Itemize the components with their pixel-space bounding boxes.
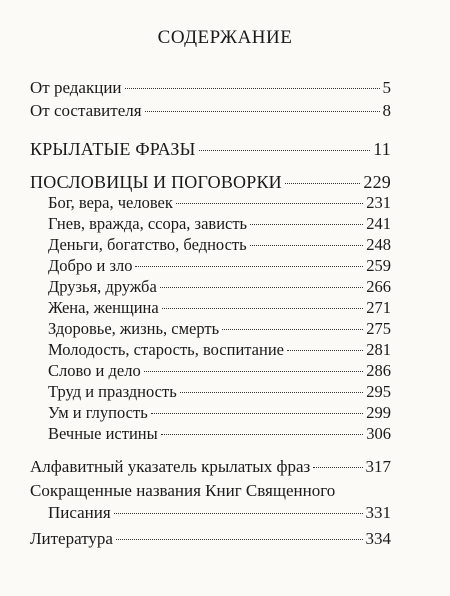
toc-section-proverbs [30,172,391,193]
toc-subentry-label: Гнев, вражда, ссора, зависть [48,214,248,233]
toc-entry-label: От составителя [30,101,142,120]
toc-entry-abbreviations-line1 [30,481,391,501]
toc-subentry-page: 306 [366,424,391,443]
dot-leader [144,371,364,372]
toc-subentry-page: 241 [366,214,391,233]
toc-entry-page: 334 [365,529,391,548]
dot-leader [162,308,364,309]
toc-subentry-label: Здоровье, жизнь, смерть [48,319,220,338]
dot-leader [250,224,363,225]
toc-subentry-label: Ум и глупость [48,403,148,422]
page-title: СОДЕРЖАНИЕ [157,27,293,48]
dot-leader [222,329,363,330]
toc-subentry-page: 299 [366,403,391,422]
dot-leader [161,434,364,435]
toc-subentry-label: Слово и дело [48,361,141,380]
toc-subentry-page: 231 [366,193,391,212]
toc-entry-page: 5 [382,78,391,97]
toc-entry-page: 229 [363,172,391,192]
toc-subentry-page: 295 [366,382,391,401]
toc-subentry [48,424,391,444]
dot-leader [145,111,380,112]
toc-subentry-page: 286 [366,361,391,380]
toc-subentry [48,193,391,213]
toc-entry-label: Сокращенные названия Книг Священного [30,481,336,500]
toc-subentry [48,382,391,402]
toc-entry-label: Алфавитный указатель крылатых фраз [30,457,311,476]
toc-subentry-label: Молодость, старость, воспитание [48,340,284,359]
toc-subentry [48,361,391,381]
dot-leader [125,88,380,89]
toc-subentry [48,277,391,297]
toc-entry-label: Писания [48,503,111,522]
dot-leader [116,539,363,540]
toc-subentry-page: 281 [366,340,391,359]
dot-leader [135,266,363,267]
toc-section-catchphrases [30,139,391,160]
toc-subentry [48,235,391,255]
dot-leader [176,203,363,204]
dot-leader [285,183,361,184]
toc-subentry-label: Труд и праздность [48,382,177,401]
toc-subentry-label: Жена, женщина [48,298,159,317]
toc-subentry-page: 266 [366,277,391,296]
toc-entry-label: КРЫЛАТЫЕ ФРАЗЫ [30,139,196,159]
toc-subentry-label: Друзья, дружба [48,277,157,296]
toc-entry-abbreviations-line2 [48,503,391,523]
toc-entry-page: 8 [382,101,391,120]
toc-subentry [48,298,391,318]
toc-entry-literature [30,529,391,549]
dot-leader [250,245,364,246]
toc-entry-label: Литература [30,529,113,548]
toc-entry-from-editors [30,78,391,98]
toc-subentry [48,340,391,360]
dot-leader [287,350,363,351]
toc-subentry-page: 271 [366,298,391,317]
toc-entry-alphabetical-index [30,457,391,477]
toc-subentry-page: 259 [366,256,391,275]
toc-subentry-page: 248 [366,235,391,254]
toc-entry-page: 317 [365,457,391,476]
toc-entry-page: 11 [373,139,391,159]
dot-leader [160,287,363,288]
dot-leader [180,392,364,393]
toc-subentry [48,319,391,339]
dot-leader [313,467,362,468]
toc-entry-from-compiler [30,101,391,121]
dot-leader [151,413,364,414]
toc-subentry-label: Бог, вера, человек [48,193,173,212]
toc-subentry [48,403,391,423]
toc-subentry-label: Вечные истины [48,424,158,443]
toc-subentry [48,214,391,234]
toc-subentry-label: Деньги, богатство, бедность [48,235,247,254]
dot-leader [199,150,371,151]
toc-entry-label: От редакции [30,78,122,97]
dot-leader [114,513,363,514]
toc-subentry-label: Добро и зло [48,256,133,275]
toc-entry-page: 331 [365,503,391,522]
toc-entry-label: ПОСЛОВИЦЫ И ПОГОВОРКИ [30,172,282,192]
toc-subentry [48,256,391,276]
toc-subentry-page: 275 [366,319,391,338]
